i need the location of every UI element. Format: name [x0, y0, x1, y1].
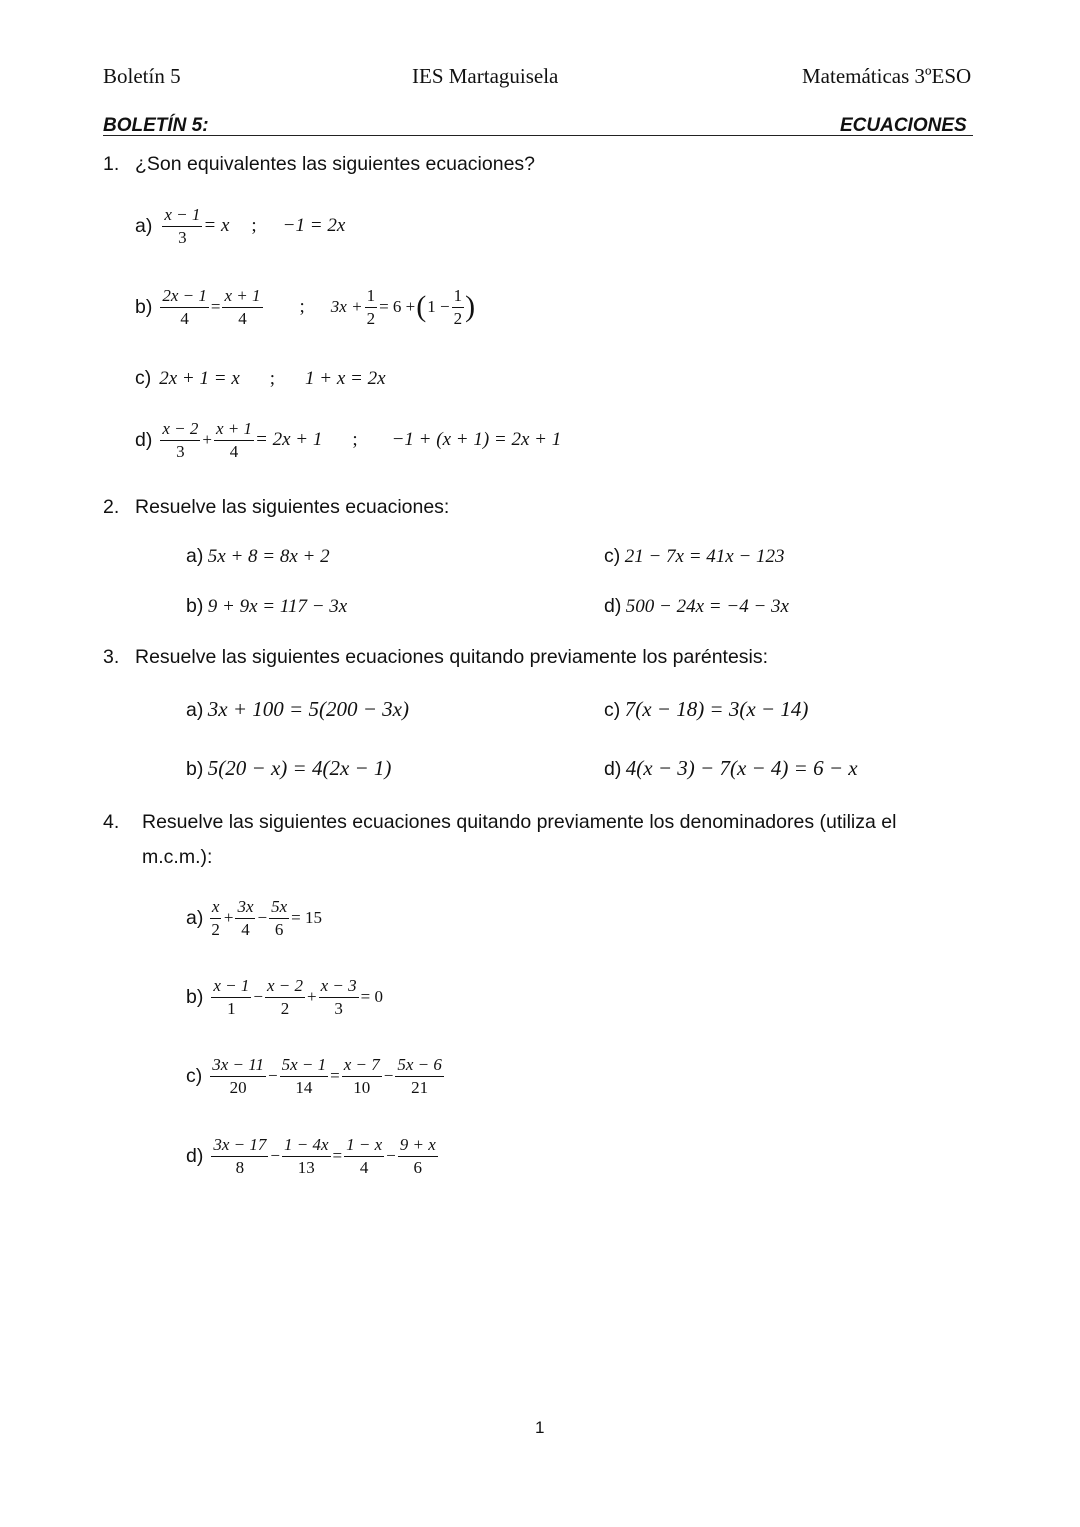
q1d-plus: + [202, 430, 212, 450]
q1a-eq2: −1 = 2x [282, 215, 346, 237]
q4d-fraction-1 [211, 1136, 268, 1177]
q1a-row [135, 206, 345, 247]
q3a-item [186, 697, 409, 722]
q1d-row [135, 420, 561, 461]
q4d-f4-denominator: 6 [413, 1157, 422, 1177]
q4c-op1: − [268, 1066, 278, 1086]
q1b-f4-numerator: 1 [452, 287, 465, 308]
q1b-f2-denominator: 4 [238, 308, 247, 328]
q1b-fraction-4 [452, 287, 465, 328]
q3-number: 3. [103, 646, 120, 668]
q4d-fraction-2 [282, 1136, 331, 1177]
q4c-f3-numerator: x − 7 [342, 1056, 382, 1077]
q1b-fraction-2 [222, 287, 262, 328]
q4c-f2-numerator: 5x − 1 [280, 1056, 329, 1077]
q3b-label: b) [186, 758, 204, 780]
q3a-equation: 3x + 100 = 5(200 − 3x) [207, 697, 409, 721]
header-center: IES Martaguisela [412, 64, 559, 88]
q4-text-line2: m.c.m.): [142, 846, 213, 868]
q2-text: Resuelve las siguientes ecuaciones: [135, 496, 450, 518]
q1a-fraction [162, 206, 202, 247]
q4b-f1-denominator: 1 [227, 998, 236, 1018]
q1c-eq1: 2x + 1 = x [159, 367, 240, 389]
q4d-f2-denominator: 13 [297, 1157, 315, 1177]
q1a-label: a) [135, 214, 153, 237]
q4d-f1-numerator: 3x − 17 [211, 1136, 268, 1157]
q1a-numerator: x − 1 [162, 206, 202, 227]
q4c-f1-denominator: 20 [229, 1077, 247, 1097]
q4c-fraction-1 [210, 1056, 266, 1097]
q4d-f2-numerator: 1 − 4x [282, 1136, 331, 1157]
header-right: Matemáticas 3ºESO [802, 64, 972, 88]
q1b-fraction-1 [160, 287, 209, 328]
q2a-equation: 5x + 8 = 8x + 2 [207, 546, 330, 567]
q4b-op2: + [307, 987, 317, 1007]
q4c-f4-denominator: 21 [411, 1077, 429, 1097]
q4d-f4-numerator: 9 + x [398, 1136, 438, 1157]
q1c-label: c) [135, 367, 152, 389]
q4a-f1-denominator: 2 [211, 919, 220, 939]
q1d-f1-denominator: 3 [176, 441, 185, 461]
q4d-op2: = [332, 1146, 343, 1166]
q1b-fraction-3 [365, 287, 378, 328]
q1d-fraction-2 [214, 420, 254, 461]
q1d-eq2: −1 + (x + 1) = 2x + 1 [391, 429, 562, 451]
q4d-fraction-4 [398, 1136, 438, 1177]
q4c-f1-numerator: 3x − 11 [210, 1056, 266, 1077]
q4d-row [186, 1136, 439, 1177]
q1b-f1-denominator: 4 [180, 308, 189, 328]
q2b-label: b) [186, 595, 204, 617]
q3d-item [604, 756, 858, 781]
q3c-label: c) [604, 699, 621, 721]
q4c-f2-denominator: 14 [295, 1077, 313, 1097]
q3b-equation: 5(20 − x) = 4(2x − 1) [207, 756, 392, 780]
page-number: 1 [535, 1418, 545, 1437]
q1-number: 1. [103, 153, 120, 175]
q4-number: 4. [103, 811, 120, 833]
q2b-item [186, 595, 347, 618]
q4a-f3-numerator: 5x [269, 898, 289, 919]
q4a-fraction-2 [235, 898, 255, 939]
q3a-label: a) [186, 699, 204, 721]
title-rule [103, 135, 973, 136]
q4c-fraction-2 [280, 1056, 329, 1097]
q1b-row [135, 287, 475, 328]
q4b-op1: − [253, 987, 263, 1007]
q2a-label: a) [186, 545, 204, 567]
q3d-equation: 4(x − 3) − 7(x − 4) = 6 − x [625, 756, 858, 780]
q4a-fraction-1 [209, 898, 222, 939]
q4b-fraction-1 [211, 977, 251, 1018]
q4b-f2-denominator: 2 [280, 998, 290, 1018]
q4a-op1: + [223, 908, 234, 928]
q4a-label: a) [186, 906, 204, 929]
q2c-item [604, 545, 785, 568]
q1b-eq2-start: 3x + [330, 297, 363, 317]
q4d-op3: − [386, 1146, 396, 1166]
q1d-f2-denominator: 4 [229, 441, 239, 461]
q4c-row [186, 1056, 445, 1097]
bulletin-title: BOLETÍN 5: [103, 115, 209, 136]
q4b-fraction-2 [265, 977, 305, 1018]
q1a-denominator: 3 [178, 227, 187, 247]
q2a-item [186, 545, 330, 568]
q4d-f1-denominator: 8 [235, 1157, 245, 1177]
q1d-separator: ; [352, 429, 358, 451]
q4c-fraction-4 [395, 1056, 444, 1097]
q2d-label: d) [604, 595, 622, 617]
q1b-left-paren: ( [416, 290, 427, 324]
q1a-eq1-rest: = x [203, 215, 230, 237]
q4a-row [186, 898, 323, 939]
q1b-equals: = [210, 297, 221, 317]
q4b-label: b) [186, 985, 204, 1008]
q3c-item [604, 697, 808, 722]
q4a-fraction-3 [269, 898, 289, 939]
q1b-separator: ; [299, 296, 305, 318]
q1c-eq2: 1 + x = 2x [305, 367, 386, 389]
q1b-inner: 1 − [427, 297, 450, 317]
q3b-item [186, 756, 391, 781]
q4a-f2-denominator: 4 [241, 919, 250, 939]
q4d-f3-denominator: 4 [359, 1157, 369, 1177]
q4b-f3-numerator: x − 3 [319, 977, 359, 998]
q1b-eq2-middle: = 6 + [379, 297, 416, 317]
q4b-f2-numerator: x − 2 [265, 977, 305, 998]
q4a-f3-denominator: 6 [274, 919, 284, 939]
q4-text-line1: Resuelve las siguientes ecuaciones quitando previamente los denominadores (utiliza el [142, 811, 897, 833]
q4c-op2: = [330, 1066, 340, 1086]
topic-title: ECUACIONES [840, 115, 967, 136]
q4a-rest: = 15 [291, 908, 322, 928]
q4c-f4-numerator: 5x − 6 [395, 1056, 444, 1077]
q3c-equation: 7(x − 18) = 3(x − 14) [624, 697, 809, 721]
q4b-rest: = 0 [360, 987, 383, 1007]
q4a-f2-numerator: 3x [235, 898, 255, 919]
q3d-label: d) [604, 758, 622, 780]
q1c-separator: ; [269, 367, 276, 389]
q1d-label: d) [135, 428, 153, 451]
q4b-f3-denominator: 3 [334, 998, 343, 1018]
q2-number: 2. [103, 496, 120, 518]
q4c-label: c) [186, 1064, 203, 1087]
q2c-label: c) [604, 545, 621, 567]
q4c-op3: − [383, 1066, 394, 1086]
q2d-equation: 500 − 24x = −4 − 3x [625, 596, 789, 617]
q2b-equation: 9 + 9x = 117 − 3x [207, 596, 348, 617]
q4d-f3-numerator: 1 − x [344, 1136, 384, 1157]
q4b-row [186, 977, 384, 1018]
q1-text: ¿Son equivalentes las siguientes ecuaciones? [135, 153, 536, 175]
q4b-f1-numerator: x − 1 [211, 977, 251, 998]
q1d-f1-numerator: x − 2 [160, 420, 200, 441]
q4d-fraction-3 [344, 1136, 384, 1177]
header-left: Boletín 5 [103, 64, 181, 88]
q1b-f3-numerator: 1 [365, 287, 378, 308]
q1b-right-paren: ) [465, 290, 476, 324]
q1a-separator: ; [251, 215, 257, 237]
q1c-row [135, 367, 386, 390]
q1d-f2-numerator: x + 1 [214, 420, 254, 441]
q2d-item [604, 595, 789, 618]
q4c-f3-denominator: 10 [353, 1077, 371, 1097]
q1d-eq1-rest: = 2x + 1 [255, 429, 323, 451]
q1d-fraction-1 [160, 420, 200, 461]
q4c-fraction-3 [342, 1056, 382, 1097]
q1b-label: b) [135, 295, 153, 318]
q1b-f3-denominator: 2 [366, 308, 376, 328]
q1b-f4-denominator: 2 [453, 308, 463, 328]
q4a-f1-numerator: x [210, 898, 222, 919]
q4d-label: d) [186, 1144, 204, 1167]
q3-text: Resuelve las siguientes ecuaciones quitando previamente los paréntesis: [135, 646, 769, 668]
q4b-fraction-3 [319, 977, 359, 1018]
q1b-f1-numerator: 2x − 1 [160, 287, 209, 308]
q4a-op2: − [257, 908, 268, 928]
q1b-f2-numerator: x + 1 [222, 287, 262, 308]
q2c-equation: 21 − 7x = 41x − 123 [624, 546, 785, 567]
q4d-op1: − [270, 1146, 280, 1166]
